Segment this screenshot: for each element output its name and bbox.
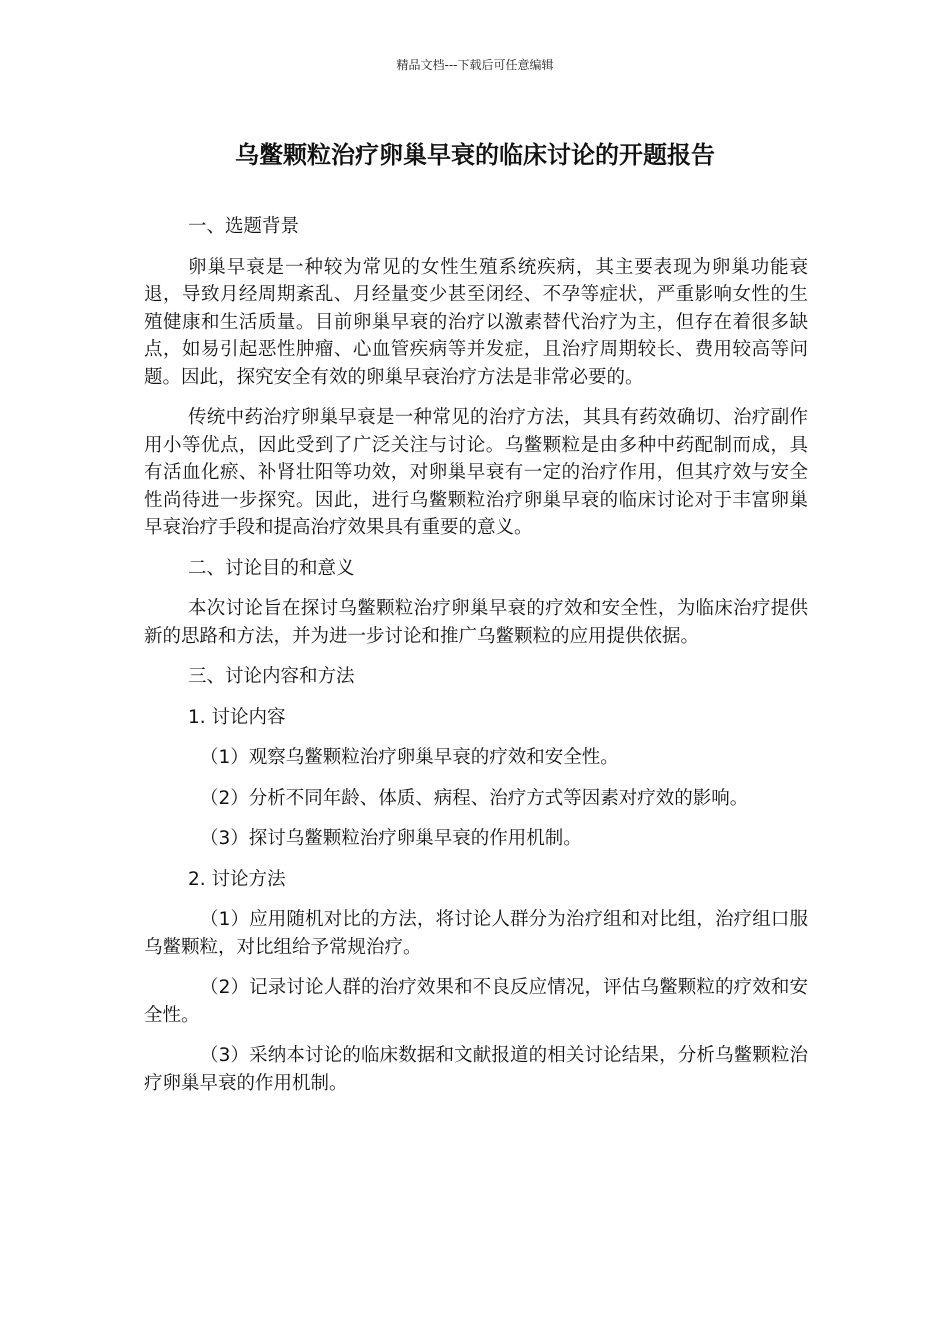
section-heading-content-methods: 三、讨论内容和方法 (188, 666, 355, 687)
method-item-3: （3）采纳本讨论的临床数据和文献报道的相关讨论结果，分析乌鳖颗粒治疗卵巢早衰的作用机制。 (144, 1045, 808, 1094)
document-title: 乌鳖颗粒治疗卵巢早衰的临床讨论的开题报告 (235, 141, 715, 169)
content-item-2: （2）分析不同年龄、体质、病程、治疗方式等因素对疗效的影响。 (200, 787, 749, 809)
document-body (144, 213, 808, 1110)
method-item-2: （2）记录讨论人群的治疗效果和不良反应情况，评估乌鳖颗粒的疗效和安全性。 (144, 977, 808, 1026)
subheading-methods: 2. 讨论方法 (188, 868, 286, 890)
content-item-1: （1）观察乌鳖颗粒治疗卵巢早衰的疗效和安全性。 (200, 747, 619, 768)
subheading-content: 1. 讨论内容 (188, 706, 286, 728)
content-item-3: （3）探讨乌鳖颗粒治疗卵巢早衰的作用机制。 (200, 828, 582, 849)
paragraph-background-2: 传统中药治疗卵巢早衰是一种常见的治疗方法，其具有药效确切、治疗副作用小等优点，因此受到了广泛关注与讨论。乌鳖颗粒是由多种中药配制而成，具有活血化瘀、补肾壮阳等功效，对卵巢早衰有一定的治疗作用，但其疗效与安全性尚待进一步探究。因此，进行乌鳖颗粒治疗卵巢早衰的临床讨论对于丰富卵巢早衰治疗手段和提高治疗效果具有重要的意义。 (144, 407, 808, 538)
section-heading-background: 一、选题背景 (188, 216, 300, 237)
paragraph-purpose: 本次讨论旨在探讨乌鳖颗粒治疗卵巢早衰的疗效和安全性，为临床治疗提供新的思路和方法，并为进一步讨论和推广乌鳖颗粒的应用提供依据。 (144, 598, 808, 647)
page-header-watermark: 精品文档---下载后可任意编辑 (396, 58, 554, 72)
paragraph-background-1: 卵巢早衰是一种较为常见的女性生殖系统疾病，其主要表现为卵巢功能衰退，导致月经周期紊乱、月经量变少甚至闭经、不孕等症状，严重影响女性的生殖健康和生活质量。目前卵巢早衰的治疗以激素替代治疗为主，但存在着很多缺点，如易引起恶性肿瘤、心血管疾病等并发症，且治疗周期较长、费用较高等问题。因此，探究安全有效的卵巢早衰治疗方法是非常必要的。 (144, 256, 808, 388)
section-heading-purpose: 二、讨论目的和意义 (188, 557, 355, 579)
method-item-1: （1）应用随机对比的方法，将讨论人群分为治疗组和对比组，治疗组口服乌鳖颗粒，对比组给予常规治疗。 (144, 909, 808, 958)
